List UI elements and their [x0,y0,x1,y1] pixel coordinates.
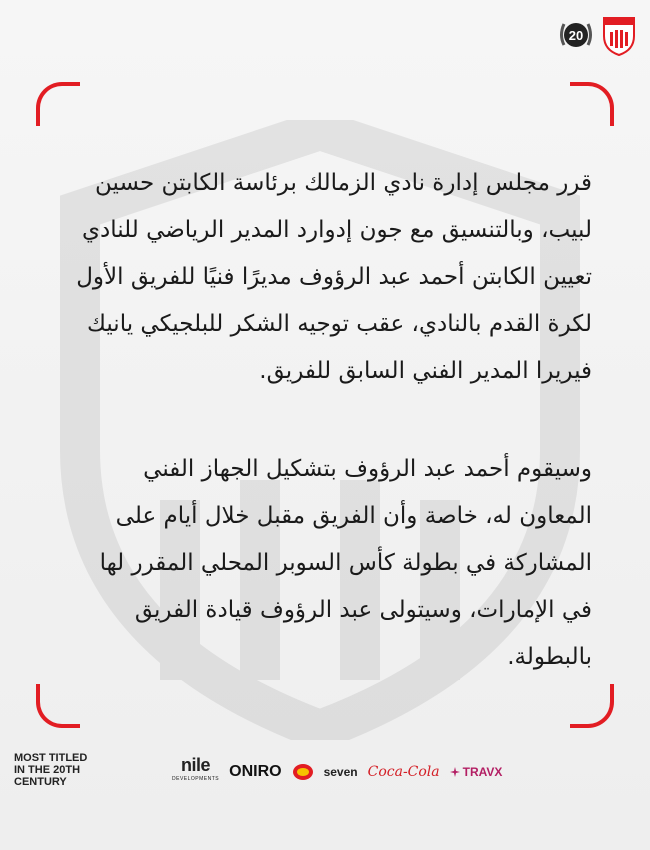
sponsor-oval-badge-icon [292,763,314,781]
corner-bracket-top-left [36,82,80,126]
article-paragraph-2: وسيقوم أحمد عبد الرؤوف بتشكيل الجهاز الفني المعاون له، خاصة وأن الفريق مقبل خلال أيام على المشاركة في بطولة كأس السوبر المحلي المقرر لها في الإمارات، وسيتولى عبد الرؤوف قيادة الفريق بالبطولة. [99,456,592,670]
corner-bracket-top-right [570,82,614,126]
travx-star-icon [450,767,460,777]
sponsor-travx-logo [450,765,503,779]
sponsor-cocacola-logo: Coca-Cola [367,764,440,780]
club-motto: MOST TITLED IN THE 20TH CENTURY [14,752,88,788]
zamalek-crest-icon [602,14,636,56]
anniversary-wreath-icon [556,15,596,55]
sponsor-nile-text: nile [181,755,211,775]
sponsor-oniro-logo: ONIRO [229,763,282,780]
sponsor-travx-text: TRAVX [462,765,503,779]
badge-number: 20 [568,28,584,43]
corner-bracket-bottom-right [570,684,614,728]
sponsor-nile-logo [172,755,220,786]
header-logos [556,14,636,56]
sponsor-nile-subtext: DEVELOPMENTS [172,776,220,782]
sponsor-seven-logo: seven [323,765,358,779]
sponsor-strip [172,755,503,786]
article-paragraph-1: قرر مجلس إدارة نادي الزمالك برئاسة الكابتن حسين لبيب، وبالتنسيق مع جون إدوارد المدير الرياضي للنادي تعيين الكابتن أحمد عبد الرؤوف مديرًا فنيًا للفريق الأول لكرة القدم بالنادي، عقب توجيه الشكر للبلجيكي يانيك فيريرا المدير الفني السابق للفريق. [76,170,592,384]
